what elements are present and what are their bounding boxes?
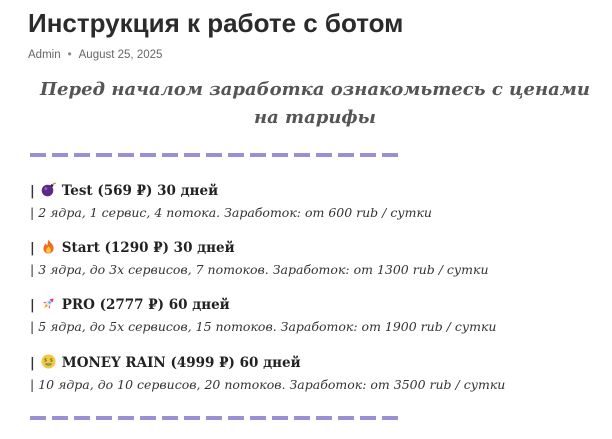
plan-heading: Test (569 ₽) 30 дней [61,183,219,199]
plan-heading-row [30,294,600,316]
plan-description-row [30,202,600,224]
plan-test [30,180,600,224]
plan-pro [30,294,600,338]
post-meta [28,46,162,64]
divider-dash [338,153,354,157]
money-mouth-face-icon [41,354,56,369]
divider-dash [250,153,266,157]
plan-description: 10 ядра, до 10 сервисов, 20 потоков. Заработок: от 3500 rub / сутки [38,377,506,392]
post-date: August 25, 2025 [78,49,163,61]
divider-dash [30,416,46,420]
plan-start [30,237,600,281]
divider-dash [294,416,310,420]
fire-icon [41,239,56,254]
intro-text: Перед началом заработка ознакомьтесь с ценами на тарифы [40,79,590,128]
divider-dash [184,153,200,157]
bar-marker: | [30,319,35,334]
plan-heading-row [30,352,600,374]
divider-dash [96,416,112,420]
divider-dash [52,153,68,157]
divider-dash [206,416,222,420]
svg-text:$: $ [43,358,47,364]
meta-separator: • [67,49,72,61]
divider-dash [250,416,266,420]
bar-marker: | [30,262,35,277]
divider-dash [338,416,354,420]
bar-marker: | [30,377,35,392]
plan-description: 2 ядра, 1 сервис, 4 потока. Заработок: от 600 rub / сутки [38,205,432,220]
divider-dash [360,153,376,157]
divider-dash [30,153,46,157]
divider-dash [316,416,332,420]
bar-marker: | [30,184,35,199]
svg-text:$: $ [49,358,53,364]
divider-top [30,153,398,158]
bar-marker: | [30,205,35,220]
plan-heading: Start (1290 ₽) 30 дней [61,240,235,256]
divider-dash [118,416,134,420]
divider-dash [140,416,156,420]
bar-marker: | [30,356,35,371]
plan-heading: PRO (2777 ₽) 60 дней [61,297,230,313]
divider-dash [52,416,68,420]
divider-dash [74,416,90,420]
plan-description-row [30,374,600,396]
divider-dash [184,416,200,420]
divider-dash [382,416,398,420]
plan-heading-row [30,237,600,259]
divider-dash [272,153,288,157]
divider-dash [140,153,156,157]
plan-description-row [30,316,600,338]
divider-dash [228,416,244,420]
author-link[interactable]: Admin [28,49,61,61]
divider-dash [96,153,112,157]
bomb-icon [41,182,56,197]
bar-marker: | [30,298,35,313]
bar-marker: | [30,241,35,256]
divider-dash [74,153,90,157]
divider-dash [272,416,288,420]
plan-description-row [30,259,600,281]
plan-description: 5 ядра, до 5х сервисов, 15 потоков. Заработок: от 1900 rub / сутки [38,319,497,334]
divider-dash [294,153,310,157]
plan-money-rain [30,352,600,396]
plan-heading-row [30,180,600,202]
divider-bottom [30,416,398,421]
plan-description: 3 ядра, до 3х сервисов, 7 потоков. Заработок: от 1300 rub / сутки [38,262,489,277]
divider-dash [118,153,134,157]
rocket-icon [41,296,56,311]
divider-dash [382,153,398,157]
page-title: Инструкция к работе с ботом [28,8,404,38]
divider-dash [206,153,222,157]
divider-dash [316,153,332,157]
divider-dash [360,416,376,420]
divider-dash [162,416,178,420]
divider-dash [228,153,244,157]
divider-dash [162,153,178,157]
plan-heading: MONEY RAIN (4999 ₽) 60 дней [61,355,301,371]
